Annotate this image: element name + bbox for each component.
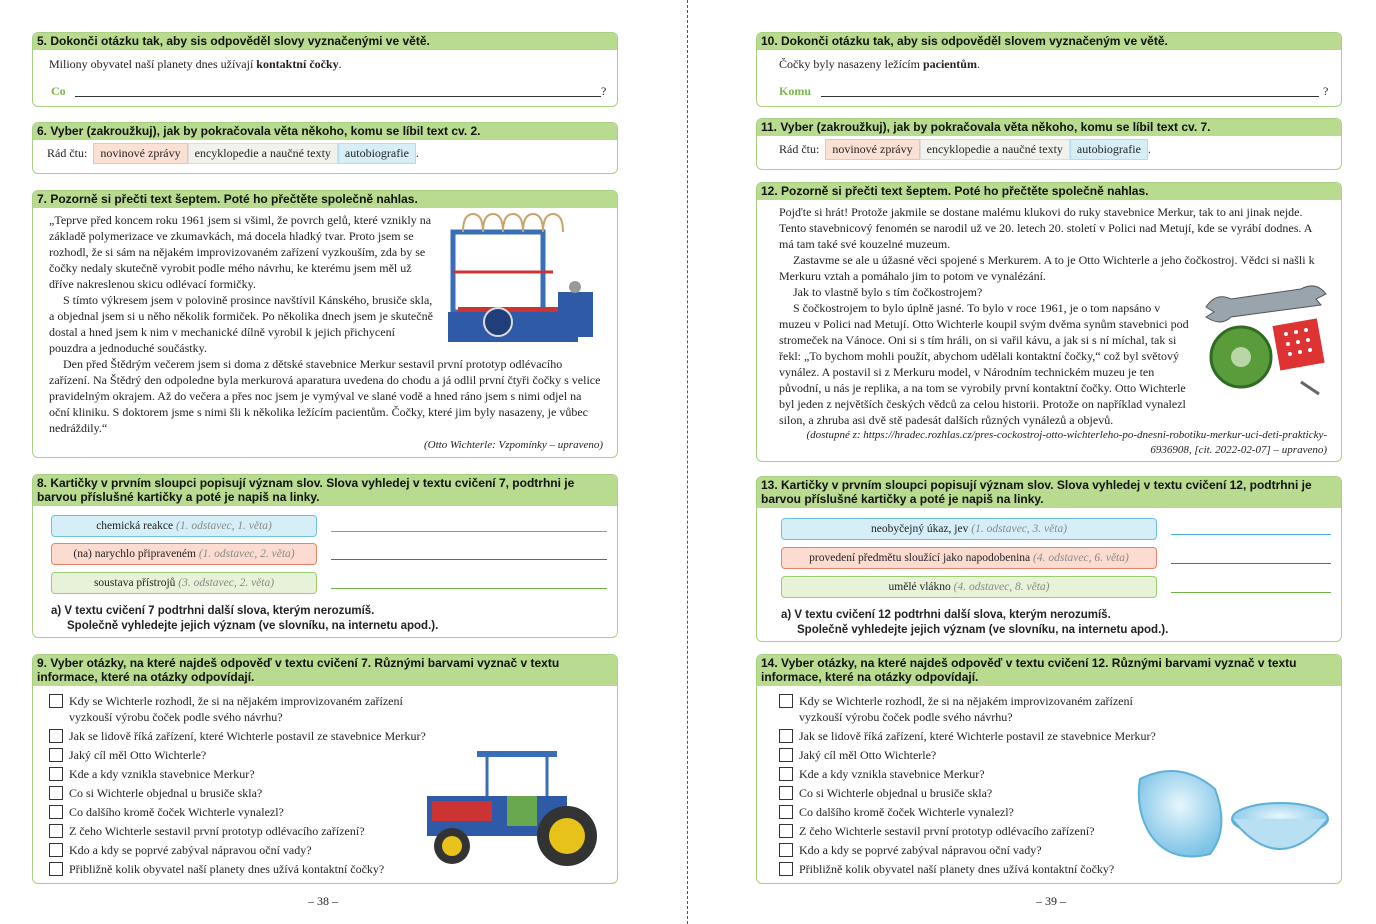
exercise-6-header: 6. Vyber (zakroužkuj), jak by pokračovala věta někoho, komu se líbil text cv. 2.	[33, 123, 617, 140]
question-item-7: Z čeho Wichterle sestavil první prototyp odlévacího zařízení?	[779, 823, 1095, 839]
checkbox[interactable]	[49, 862, 63, 876]
answer-line-1[interactable]	[1171, 534, 1331, 535]
option-autobiography[interactable]: autobiografie	[338, 143, 416, 164]
option-encyclopedia[interactable]: encyklopedie a naučné texty	[920, 139, 1070, 160]
exercise-5	[32, 32, 618, 107]
question-item-1: Kdy se Wichterle rozhodl, že si na nějakém improvizovaném zařízení vyzkouší výrobu čoček podle svého návrhu?	[49, 693, 403, 725]
checkbox[interactable]	[779, 767, 793, 781]
option-news[interactable]: novinové zprávy	[93, 143, 187, 164]
checkbox[interactable]	[779, 862, 793, 876]
question-item-8: Kdo a kdy se poprvé zabýval nápravou oční vady?	[779, 842, 1042, 858]
exercise-11: 11. Vyber (zakroužkuj), jak by pokračovala věta někoho, komu se líbil text cv. 7. Rád čtu: novinové zprávy encyklopedie a naučné texty autobiografie .	[756, 118, 1342, 170]
exercise-13-header: 13. Kartičky v prvním sloupci popisují význam slov. Slova vyhledej v textu cvičení 12, podtrhni je barvou příslušné kartičky a poté je napiš na linky.	[757, 477, 1341, 508]
checkbox[interactable]	[49, 729, 63, 743]
exercise-5-sentence: Miliony obyvatel naší planety dnes užívají kontaktní čočky.	[49, 57, 342, 71]
checkbox[interactable]	[779, 694, 793, 708]
answer-start-co: Co	[51, 84, 66, 98]
question-item-4: Kde a kdy vznikla stavebnice Merkur?	[49, 766, 255, 782]
question-mark: ?	[1323, 84, 1329, 98]
exercise-6: 6. Vyber (zakroužkuj), jak by pokračovala věta někoho, komu se líbil text cv. 2. Rád čtu: novinové zprávy encyklopedie a naučné texty autobiografie .	[32, 122, 618, 174]
answer-line-3[interactable]	[1171, 592, 1331, 593]
option-encyclopedia[interactable]: encyklopedie a naučné texty	[188, 143, 338, 164]
exercise-7	[32, 190, 618, 458]
contact-lenses-illustration	[1135, 759, 1335, 869]
answer-line-2[interactable]	[331, 559, 607, 560]
meaning-card-3: soustava přístrojů (3. odstavec, 2. věta)	[51, 572, 317, 594]
question-item-3: Jaký cíl měl Otto Wichterle?	[779, 747, 936, 763]
exercise-7-header: 7. Pozorně si přečti text šeptem. Poté ho přečtěte společně nahlas.	[33, 191, 617, 208]
meaning-card-2: (na) narychlo připraveném (1. odstavec, 2. věta)	[51, 543, 317, 565]
merkur-parts-illustration	[1201, 282, 1331, 402]
exercise-9-header: 9. Vyber otázky, na které najdeš odpověď v textu cvičení 7. Různými barvami vyznač v textu informace, které na otázky odpovídají.	[33, 655, 617, 686]
checkbox[interactable]	[779, 786, 793, 800]
exercise-10-sentence: Čočky byly nasazeny ležícím pacientům.	[779, 57, 980, 71]
answer-line[interactable]	[75, 96, 601, 97]
exercise-5-header: 5. Dokonči otázku tak, aby sis odpověděl slovy vyznačenými ve větě.	[33, 33, 617, 50]
page-number: – 39 –	[1036, 894, 1066, 908]
exercise-9	[32, 654, 618, 884]
read-label: Rád čtu:	[779, 142, 820, 156]
checkbox[interactable]	[49, 786, 63, 800]
exercise-14	[756, 654, 1342, 884]
question-item-1: Kdy se Wichterle rozhodl, že si na nějakém improvizovaném zařízení vyzkouší výrobu čoček podle svého návrhu?	[779, 693, 1133, 725]
exercise-12-p4: S čočkostrojem to bylo úplně jasné. To bylo v roce 1961, je o tom napsáno v muzeu v Polici nad Metují. Otto Wichterle koupil svým dvěma synům stavebnici pod stromeček na Vánoce. Oni si s tím hráli, on si vařil kávu, a jak si s ní míchal, tak si řekl: „To bychom mohli použít, abychom udělali kontaktní čočky,“ což byl světový vynález. A postavil si z Merkuru model, v Národním technickém muzeu je ten původní, u nás je replika, a na tom se vyrobily první kontaktní čočky. Otto Wichterle byl jeden z největších českých vědců za celou historii. Protože on například vynalezl silon, a zhruba asi dvě stě padesát dalších různých vynálezů a objevů.	[779, 301, 1189, 427]
question-item-5: Co si Wichterle objednal u brusiče skla?	[779, 785, 992, 801]
tractor-illustration	[407, 741, 607, 871]
exercise-10	[756, 32, 1342, 107]
question-item-9: Přibližně kolik obyvatel naší planety dnes užívá kontaktní čočky?	[779, 861, 1114, 877]
checkbox[interactable]	[779, 843, 793, 857]
option-autobiography[interactable]: autobiografie	[1070, 139, 1148, 160]
checkbox[interactable]	[49, 843, 63, 857]
checkbox[interactable]	[779, 805, 793, 819]
page-39	[688, 0, 1376, 924]
checkbox[interactable]	[49, 824, 63, 838]
lens-machine-illustration	[443, 212, 603, 352]
answer-line-1[interactable]	[331, 531, 607, 532]
question-mark: ?	[601, 84, 607, 98]
exercise-11-header: 11. Vyber (zakroužkuj), jak by pokračovala věta někoho, komu se líbil text cv. 7.	[757, 119, 1341, 136]
checkbox[interactable]	[49, 805, 63, 819]
meaning-card-3: umělé vlákno (4. odstavec, 8. věta)	[781, 576, 1157, 598]
exercise-12-header: 12. Pozorně si přečti text šeptem. Poté ho přečtěte společně nahlas.	[757, 183, 1341, 200]
exercise-13a: a) V textu cvičení 12 podtrhni další slova, kterým nerozumíš. Společně vyhledejte jejich význam (ve slovníku, na internetu apod.).	[781, 609, 1169, 636]
checkbox[interactable]	[779, 729, 793, 743]
question-item-7: Z čeho Wichterle sestavil první prototyp odlévacího zařízení?	[49, 823, 365, 839]
question-item-2: Jak se lidově říká zařízení, které Wichterle postavil ze stavebnice Merkur?	[779, 728, 1156, 744]
exercise-12-p2: Zastavme se ale u úžasné věci spojené s Merkurem. A to je Otto Wichterle a jeho čočkostroj. Vědci si našli k Merkuru vztah a pomáhalo jim to potom ve vynalézání.	[779, 253, 1315, 283]
checkbox[interactable]	[779, 748, 793, 762]
exercise-14-header: 14. Vyber otázky, na které najdeš odpověď v textu cvičení 12. Různými barvami vyznač v textu informace, které na otázky odpovídají.	[757, 655, 1341, 686]
checkbox[interactable]	[779, 824, 793, 838]
option-news[interactable]: novinové zprávy	[825, 139, 919, 160]
answer-line-3[interactable]	[331, 588, 607, 589]
question-item-4: Kde a kdy vznikla stavebnice Merkur?	[779, 766, 985, 782]
page-number: – 38 –	[308, 894, 338, 908]
answer-line[interactable]	[821, 96, 1319, 97]
meaning-card-1: neobyčejný úkaz, jev (1. odstavec, 3. věta)	[781, 518, 1157, 540]
question-item-2: Jak se lidově říká zařízení, které Wichterle postavil ze stavebnice Merkur?	[49, 728, 426, 744]
exercise-7-p1: „Teprve před koncem roku 1961 jsem si všiml, že povrch gelů, které vznikly na základě polymerizace ve zkumavkách, má docela hladký tvar. Proto jsem se rozhodl, že si sám na nějakém improvizovaném zařízení vyzkouším, zda by se čočky nedaly skutečně vyrobit podle mého návrhu, ke kterému jsem měl už dříve nakreslenou skicu odlévací formičky.	[49, 213, 432, 291]
exercise-10-header: 10. Dokonči otázku tak, aby sis odpověděl slovem vyznačeným ve větě.	[757, 33, 1341, 50]
exercise-7-p2: S tímto výkresem jsem v polovině prosince navštívil Kánského, brusiče skla, a objednal jsem si u něho několik formiček. Po několika dnech jsem je skutečně dostal a hned jsem k nim v mechanické dílně vyrobil k jejich přichycení pouzdra a jednoduché součástky.	[49, 293, 433, 355]
exercise-8-header: 8. Kartičky v prvním sloupci popisují význam slov. Slova vyhledej v textu cvičení 7, podtrhni je barvou příslušné kartičky a poté je napiš na linky.	[33, 475, 617, 506]
question-item-5: Co si Wichterle objednal u brusiče skla?	[49, 785, 262, 801]
exercise-7-p3: Den před Štědrým večerem jsem si doma z dětské stavebnice Merkur sestavil první prototyp odlévacího zařízení. Na Štědrý den odpoledne byla merkurová aparatura uvedena do chodu a já odlil první čtyři čočky s velice pravidelným okrajem. Až do večera a přes noc jsem je vymýval ve slané vodě a hned ráno jsem s nimi odjel na oční kliniku. S doktorem jsme s nimi šli k několika ležícím pacientům. Čočky, které jim byly nasazeny, je vůbec nedráždily.“	[49, 357, 601, 435]
exercise-12-p3: Jak to vlastně bylo s tím čočkostrojem?	[793, 285, 983, 299]
checkbox[interactable]	[49, 694, 63, 708]
checkbox[interactable]	[49, 748, 63, 762]
exercise-8	[32, 474, 618, 638]
answer-line-2[interactable]	[1171, 563, 1331, 564]
answer-start-komu: Komu	[779, 84, 812, 98]
exercise-12-p1: Pojďte si hrát! Protože jakmile se dostane malému klukovi do ruky stavebnice Merkur, tak to ani jinak nejde. Tento stavebnicový fenomén se narodil už ve 20. letech 20. století v Polici nad Metují, kde se vyrábí dodnes. A má tam také své kouzelné muzeum.	[779, 205, 1312, 251]
meaning-card-2: provedení předmětu sloužící jako napodobenina (4. odstavec, 6. věta)	[781, 547, 1157, 569]
question-item-6: Co dalšího kromě čoček Wichterle vynalezl?	[49, 804, 284, 820]
checkbox[interactable]	[49, 767, 63, 781]
exercise-12	[756, 182, 1342, 462]
meaning-card-1: chemická reakce (1. odstavec, 1. věta)	[51, 515, 317, 537]
exercise-12-source: (dostupné z: https://hradec.rozhlas.cz/pres-cockostroj-otto-wichterleho-po-dnesni-robotiku-merkur-uci-deti-prakticky-6936908, [cit. 2022-02-07] – upraveno)	[806, 429, 1327, 456]
read-label: Rád čtu:	[47, 146, 88, 160]
question-item-3: Jaký cíl měl Otto Wichterle?	[49, 747, 206, 763]
exercise-8a: a) V textu cvičení 7 podtrhni další slova, kterým nerozumíš. Společně vyhledejte jejich význam (ve slovníku, na internetu apod.).	[51, 605, 439, 632]
exercise-7-source: (Otto Wichterle: Vzpomínky – upraveno)	[423, 439, 603, 451]
question-item-9: Přibližně kolik obyvatel naší planety dnes užívá kontaktní čočky?	[49, 861, 384, 877]
question-item-8: Kdo a kdy se poprvé zabýval nápravou oční vady?	[49, 842, 312, 858]
question-item-6: Co dalšího kromě čoček Wichterle vynalezl?	[779, 804, 1014, 820]
exercise-13	[756, 476, 1342, 642]
